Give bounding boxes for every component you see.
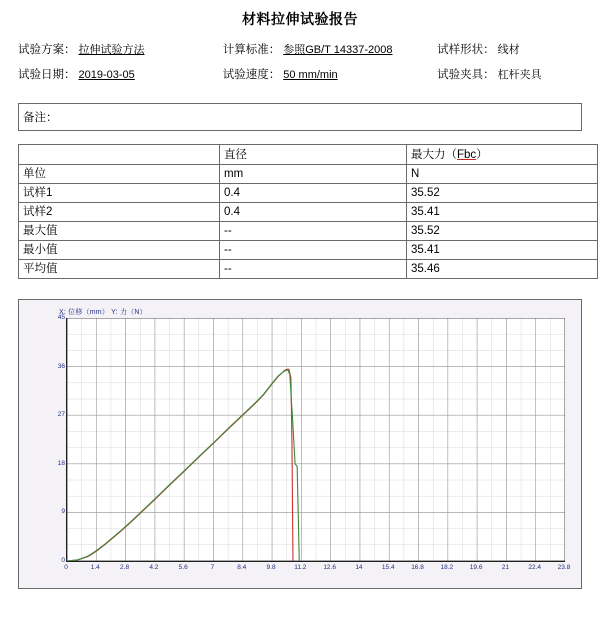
chart-x-tick-label: 0 xyxy=(64,564,68,571)
table-cell-maxforce: 35.52 xyxy=(407,184,598,203)
chart-y-tick-label: 36 xyxy=(57,362,65,370)
chart-x-tick-label: 11.2 xyxy=(294,564,307,571)
table-cell-diameter: mm xyxy=(220,165,407,184)
meta-test-plan xyxy=(18,41,223,57)
meta-value: 参照GB/T 14337-2008 xyxy=(283,44,393,56)
table-header-cell-maxforce xyxy=(407,145,598,165)
chart-x-tick-label: 14 xyxy=(355,564,363,571)
chart-plot-area xyxy=(66,318,565,562)
table-cell-maxforce: 35.41 xyxy=(407,203,598,222)
table-header-cell-diameter: 直径 xyxy=(220,145,407,165)
chart-y-tick-label: 18 xyxy=(57,459,65,467)
chart-x-tick-label: 16.8 xyxy=(411,564,424,571)
chart-x-tick-label: 18.2 xyxy=(440,564,454,571)
meta-value: 线材 xyxy=(497,44,520,56)
chart-x-tick-label: 9.8 xyxy=(266,564,276,571)
chart-x-tick-label: 15.4 xyxy=(381,564,395,571)
table-cell-maxforce: N xyxy=(407,165,598,184)
meta-row xyxy=(18,66,582,91)
meta-row xyxy=(18,41,582,66)
chart-y-tick-label: 45 xyxy=(57,314,65,321)
table-row xyxy=(19,184,598,203)
table-cell-label: 最大值 xyxy=(19,222,220,241)
meta-value: 50 mm/min xyxy=(283,69,338,81)
meta-label: 试验速度： xyxy=(222,69,281,81)
meta-label: 试验日期： xyxy=(18,69,76,81)
table-row xyxy=(19,165,598,184)
results-table xyxy=(18,144,598,279)
meta-label: 计算标准： xyxy=(222,44,281,56)
chart-x-tick-label: 1.4 xyxy=(90,564,100,571)
table-cell-maxforce: 35.46 xyxy=(407,260,598,279)
chart-y-tick-label: 27 xyxy=(57,411,65,419)
meta-label: 试验方案： xyxy=(18,44,76,56)
table-cell-label: 单位 xyxy=(19,165,220,184)
chart-inner xyxy=(19,300,581,588)
chart-y-axis-labels xyxy=(43,314,65,565)
remark-box xyxy=(18,103,582,131)
chart-x-tick-label: 2.8 xyxy=(120,564,130,571)
chart-legend: X: 位移（mm） Y: 力（N） xyxy=(59,309,147,316)
table-cell-diameter: 0.4 xyxy=(220,203,407,222)
meta-value: 拉伸试验方法 xyxy=(78,44,145,56)
page-title: 材料拉伸试验报告 xyxy=(242,11,358,27)
table-cell-maxforce: 35.41 xyxy=(407,241,598,260)
table-header-maxforce-close: ） xyxy=(476,148,488,161)
chart-x-tick-label: 7 xyxy=(210,564,215,571)
chart-x-tick-label: 5.6 xyxy=(178,564,188,571)
table-cell-label: 平均值 xyxy=(19,260,220,279)
table-row xyxy=(19,241,598,260)
table-cell-maxforce: 35.52 xyxy=(407,222,598,241)
chart-x-tick-label: 23.8 xyxy=(557,564,571,571)
chart-y-tick-label: 0 xyxy=(61,557,65,564)
table-cell-diameter: -- xyxy=(220,241,407,260)
table-cell-label: 最小值 xyxy=(19,241,220,260)
meta-standard xyxy=(223,41,437,57)
table-cell-diameter: 0.4 xyxy=(220,184,407,203)
meta-label: 试验夹具： xyxy=(437,69,495,81)
table-cell-label: 试样1 xyxy=(19,184,220,203)
table-header-row xyxy=(19,145,598,165)
table-row xyxy=(19,222,598,241)
table-row xyxy=(19,260,598,279)
chart-x-tick-label: 19.6 xyxy=(469,564,483,571)
meta-value: 2019-03-05 xyxy=(78,69,135,81)
chart-x-tick-label: 21 xyxy=(501,564,510,571)
meta-label: 试样形状： xyxy=(437,44,495,56)
chart-x-tick-label: 4.2 xyxy=(149,564,159,571)
meta-test-speed xyxy=(223,66,437,82)
table-header-cell-blank xyxy=(19,145,220,165)
meta-fixture xyxy=(437,66,582,82)
table-cell-diameter: -- xyxy=(220,260,407,279)
meta-value: 杠杆夹具 xyxy=(497,69,542,81)
fbc-label: Fbc xyxy=(457,148,477,161)
table-row xyxy=(19,203,598,222)
table-cell-label: 试样2 xyxy=(19,203,220,222)
chart-x-tick-label: 22.4 xyxy=(528,564,542,571)
meta-specimen-shape xyxy=(437,41,582,57)
table-header-maxforce-text: 最大力（ xyxy=(411,148,457,161)
chart-svg xyxy=(67,318,565,561)
chart-x-axis-labels xyxy=(19,564,583,578)
meta-section xyxy=(18,41,582,91)
force-displacement-chart xyxy=(18,299,582,589)
meta-test-date xyxy=(18,66,223,82)
chart-y-tick-label: 9 xyxy=(61,508,65,516)
table-cell-diameter: -- xyxy=(220,222,407,241)
chart-x-tick-label: 8.4 xyxy=(237,564,247,571)
remark-label: 备注： xyxy=(23,112,58,124)
chart-x-tick-label: 12.6 xyxy=(323,564,336,571)
